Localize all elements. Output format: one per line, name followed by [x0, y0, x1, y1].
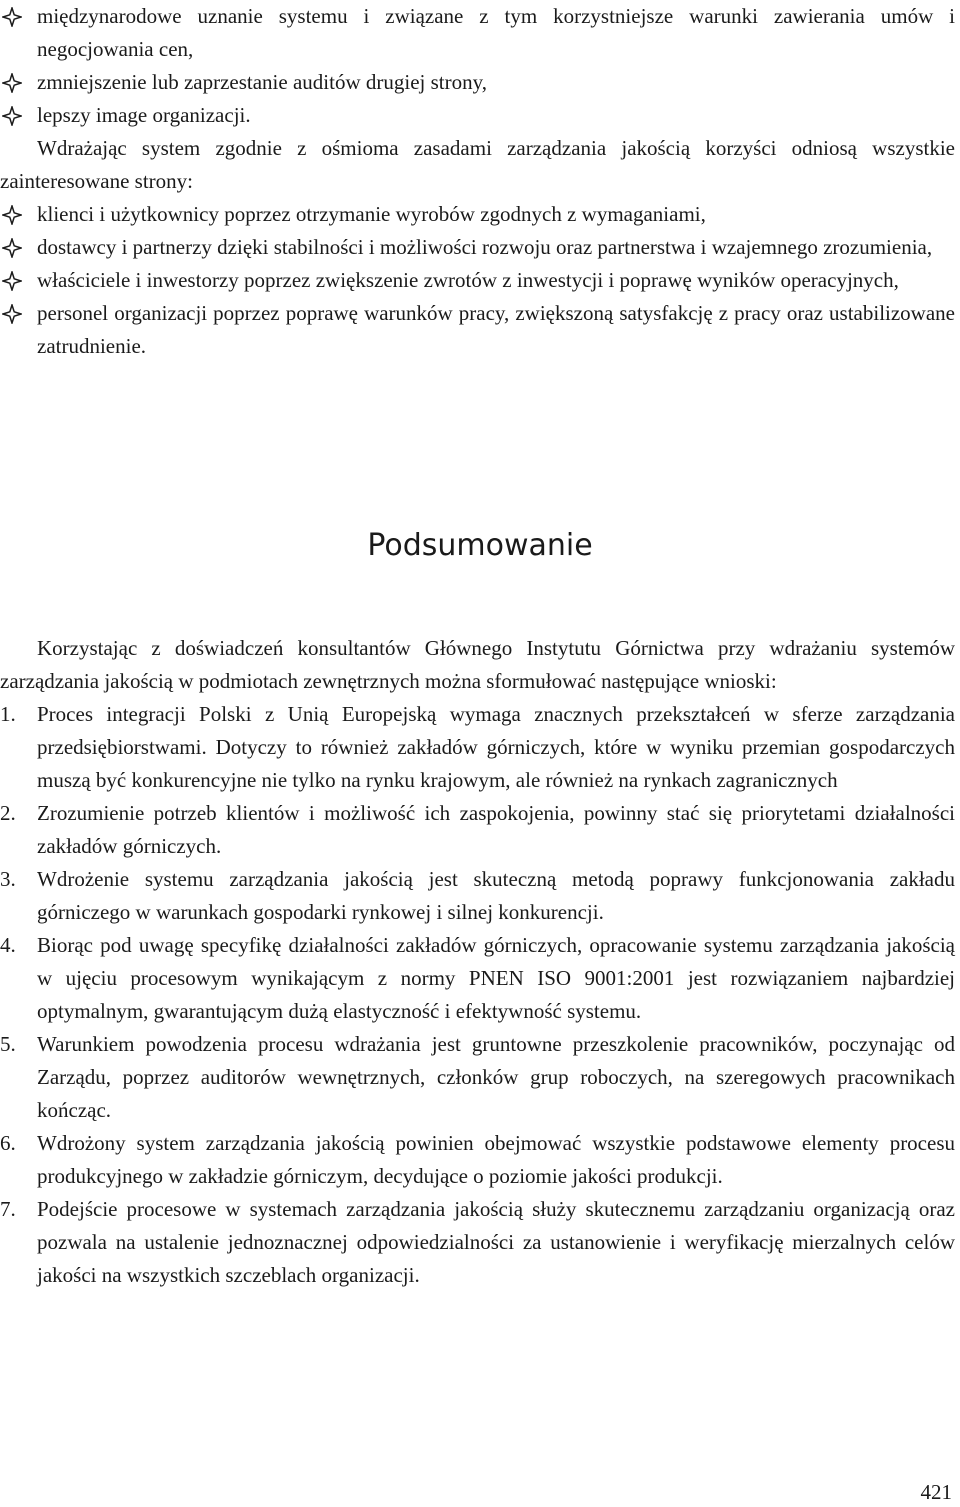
summary-section — [0, 632, 955, 1292]
list-item — [0, 198, 955, 231]
stakeholders-section — [0, 132, 955, 363]
list-item-text: klienci i użytkownicy poprzez otrzymanie wyrobów zgodnych z wymaganiami, — [37, 202, 706, 226]
section-heading: Podsumowanie — [367, 528, 593, 563]
intro-paragraph: Wdrażając system zgodnie z ośmioma zasadami zarządzania jakością korzyści odniosą wszystkie zainteresowane strony: — [0, 136, 955, 193]
conclusion-text: Proces integracji Polski z Unią Europejską wymaga znacznych przekształceń w sferze zarządzania przedsiębiorstwami. Dotyczy to również zakładów górniczych, które w wyniku przemian gospodarczych muszą być konkurencyjne nie tylko na rynku krajowym, ale również na rynkach zagranicznych — [37, 702, 955, 792]
list-item — [0, 66, 955, 99]
conclusion-number: 6. — [0, 1131, 16, 1155]
four-point-star-outline-icon — [2, 304, 22, 324]
page-number: 421 — [920, 1480, 952, 1504]
conclusion-number: 5. — [0, 1032, 16, 1056]
conclusion-item — [0, 1028, 955, 1127]
list-item-text: dostawcy i partnerzy dzięki stabilności i możliwości rozwoju oraz partnerstwa i wzajemnego zrozumienia, — [37, 235, 933, 259]
conclusion-item — [0, 929, 955, 1028]
four-point-star-outline-icon — [2, 7, 22, 27]
conclusion-item — [0, 698, 955, 797]
benefits-list — [0, 0, 955, 132]
list-item — [0, 99, 955, 132]
four-point-star-outline-icon — [2, 205, 22, 225]
conclusion-number: 3. — [0, 867, 16, 891]
list-item — [0, 297, 955, 363]
list-item-text: zmniejszenie lub zaprzestanie auditów drugiej strony, — [37, 70, 487, 94]
conclusion-text: Wdrożony system zarządzania jakością powinien obejmować wszystkie podstawowe elementy procesu produkcyjnego w zakładzie górniczym, decydujące o poziomie jakości produkcji. — [37, 1131, 955, 1188]
list-item — [0, 231, 955, 264]
conclusion-number: 4. — [0, 933, 16, 957]
conclusion-item — [0, 1193, 955, 1292]
list-item — [0, 264, 955, 297]
summary-paragraph: Korzystając z doświadczeń konsultantów Głównego Instytutu Górnictwa przy wdrażaniu systemów zarządzania jakością w podmiotach zewnętrznych można sformułować następujące wnioski: — [0, 636, 955, 693]
four-point-star-outline-icon — [2, 73, 22, 93]
conclusion-item — [0, 863, 955, 929]
list-item-text: lepszy image organizacji. — [37, 103, 251, 127]
conclusion-number: 2. — [0, 801, 16, 825]
conclusion-item — [0, 1127, 955, 1193]
conclusion-text: Wdrożenie systemu zarządzania jakością jest skuteczną metodą poprawy funkcjonowania zakładu górniczego w warunkach gospodarki rynkowej i silnej konkurencji. — [37, 867, 955, 924]
conclusion-number: 1. — [0, 702, 16, 726]
list-item-text: personel organizacji poprzez poprawę warunków pracy, zwiększoną satysfakcję z pracy oraz ustabilizowane zatrudnienie. — [37, 301, 955, 358]
list-item — [0, 0, 955, 66]
conclusion-text: Podejście procesowe w systemach zarządzania jakością służy skutecznemu zarządzaniu organizacją oraz pozwala na ustalenie jednoznacznej odpowiedzialności za ustanowienie i weryfikację mierzalnych celów jakości na wszystkich szczeblach organizacji. — [37, 1197, 955, 1287]
list-item-text: międzynarodowe uznanie systemu i związane z tym korzystniejsze warunki zawierania umów i negocjowania cen, — [37, 4, 955, 61]
conclusion-number: 7. — [0, 1197, 16, 1221]
conclusion-item — [0, 797, 955, 863]
conclusion-text: Zrozumienie potrzeb klientów i możliwość ich zaspokojenia, powinny stać się priorytetami działalności zakładów górniczych. — [37, 801, 955, 858]
four-point-star-outline-icon — [2, 106, 22, 126]
four-point-star-outline-icon — [2, 238, 22, 258]
four-point-star-outline-icon — [2, 271, 22, 291]
conclusion-text: Biorąc pod uwagę specyfikę działalności zakładów górniczych, opracowanie systemu zarządzania jakością w ujęciu procesowym wynikającym z normy PNEN ISO 9001:2001 jest rozwiązaniem najbardziej optymalnym, gwarantującym dużą elastyczność i efektywność systemu. — [37, 933, 955, 1023]
list-item-text: właściciele i inwestorzy poprzez zwiększenie zwrotów z inwestycji i poprawę wyników operacyjnych, — [37, 268, 899, 292]
conclusion-text: Warunkiem powodzenia procesu wdrażania jest gruntowne przeszkolenie pracowników, poczynając od Zarządu, poprzez auditorów wewnętrznych, członków grup roboczych, na szeregowych pracownikach kończąc. — [37, 1032, 955, 1122]
